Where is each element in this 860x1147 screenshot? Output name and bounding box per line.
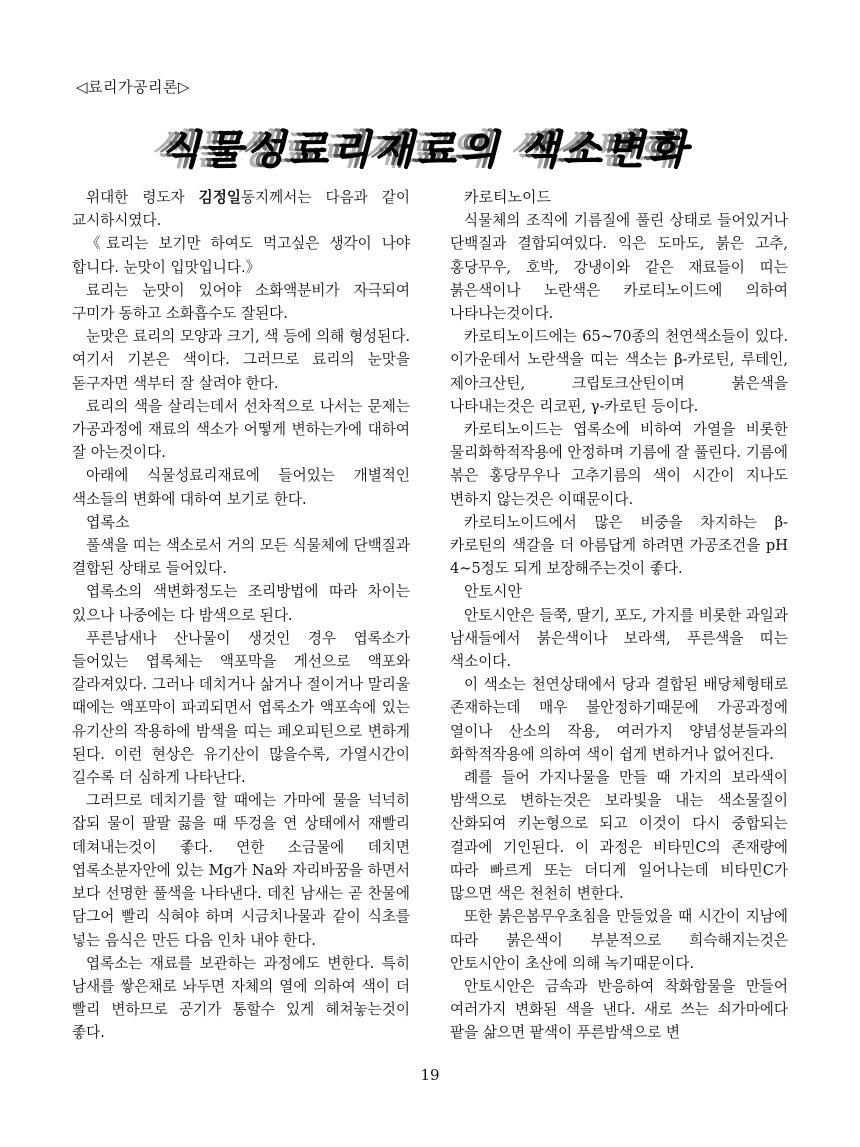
paragraph: 식물체의 조직에 기름질에 풀린 상태로 들어있거나 단백질과 결합되여있다. 익은 도마도, 붉은 고추, 홍당무우, 호박, 강냉이와 같은 재료들이 띠는 붉은색이나 노란색은 카로티노이드에 의하여 나타나는것이다.	[450, 212, 788, 323]
intro-text-pre: 위대한 령도자	[86, 189, 199, 206]
quotation: 《료리는 보기만 하여도 먹고싶은 생각이 나야 합니다. 눈맛이 입맛입니다.》	[72, 235, 410, 276]
paragraph: 료리의 색을 살리는데서 선차적으로 나서는 문제는 가공과정에 재료의 색소가 어떻게 변하는가에 대하여 잘 아는것이다.	[72, 397, 410, 462]
intro-paragraph	[72, 186, 410, 232]
subheading-chlorophyll: 엽록소	[86, 512, 130, 531]
paragraph: 풀색을 띠는 색소로서 거의 모든 식물체에 단백질과 결합된 상태로 들어있다.	[72, 537, 410, 578]
paragraph: 카로티노이드는 엽록소에 비하여 가열을 비롯한 물리화학적작용에 안정하며 기름에 잘 풀린다. 기름에 볶은 홍당무우나 고추기름의 색이 시간이 지나도 변하지 않는것은 이때문이다.	[450, 421, 788, 508]
subheading-carotenoid: 카로티노이드	[464, 188, 551, 206]
paragraph: 엽록소의 색변화정도는 조리방법에 따라 차이는 있으나 나중에는 다 밤색으로 된다.	[72, 583, 410, 624]
paragraph: 또한 붉은봄무우초침을 만들었을 때 시간이 지남에 따라 붉은색이 부분적으로 희슥해지는것은 안토시안이 초산에 의해 녹기때문이다.	[450, 908, 788, 972]
paragraph: 안토시안은 금속과 반응하여 착화합물을 만들어 여러가지 변화된 색을 낸다. 새로 쓰는 쇠가마에다 팥을 삶으면 팥색이 푸른밤색으로 변	[450, 977, 788, 1042]
paragraph: 눈맛은 료리의 모양과 크기, 색 등에 의해 형성된다. 여기서 기본은 색이다. 그러므로 료리의 눈맛을 돋구자면 색부터 잘 살려야 한다.	[72, 328, 410, 392]
paragraph: 그러므로 데치기를 할 때에는 가마에 물을 넉넉히 잡되 물이 팔팔 끓을 때 뚜겅을 연 상태에서 재빨리 데쳐내는것이 좋다. 연한 소금물에 데치면 엽록소분자안에 있는 Mg가 Na와 자리바꿈을 하면서 보다 선명한 풀색을 나타낸다. 데친 남새는 곧 찬물에 담그어 빨리 식혀야 하며 시금치나물과 같이 식초를 넣는 음식은 만든 다음 인차 내야 한다.	[72, 792, 410, 949]
paragraph: 카로티노이드에서 많은 비중을 차지하는 β-카로틴의 색갈을 더 아름답게 하려면 가공조건을 pH 4~5정도 되게 보장해주는것이 좋다.	[450, 513, 788, 578]
paragraph: 례를 들어 가지나물을 만들 때 가지의 보라색이 밤색으로 변하는것은 보라빛을 내는 색소물질이 산화되여 키논형으로 되고 이것이 다시 중합되는 결과에 기인된다. 이 과정은 비타민C의 존재량에 따라 빠르게 또는 더디게 일어나는데 비타민C가 많으면 색은 천천히 변한다.	[450, 769, 788, 903]
paragraph: 료리는 눈맛이 있어야 소화액분비가 자극되여 구미가 동하고 소화흡수도 잘된다.	[72, 281, 410, 323]
paragraph: 푸른남새나 산나물이 생것인 경우 엽록소가 들어있는 엽록체는 액포막을 게선으로 액포와 갈라져있다. 그러나 데치거나 삶거나 절이거나 말리울 때에는 액포막이 파괴되면서 엽록소가 액포속에 있는 유기산의 작용하에 밤색을 띠는 페오피틴으로 변하게 된다. 이런 현상은 유기산이 많을수록, 가열시간이 길수록 더 심하게 나타난다.	[72, 629, 410, 787]
subheading-anthocyanin: 안토시안	[464, 582, 522, 601]
page-number: 19	[420, 1066, 440, 1084]
paragraph: 엽록소는 재료를 보관하는 과정에도 변한다. 특히 남새를 쌓은채로 놔두면 자체의 열에 의하여 색이 더 빨리 변하므로 공기가 통할수 있게 헤쳐놓는것이 좋다.	[72, 954, 410, 1042]
article-title: 식물성료리재료의 색소변화	[158, 127, 700, 173]
left-column	[72, 186, 410, 1045]
paragraph: 카로티노이드에는 65~70종의 천연색소들이 있다. 이가운데서 노란색을 띠는 색소는 β-카로틴, 루테인, 제아크산틴, 크립토크산틴이며 붉은색을 나타내는것은 리코핀, γ-카로틴 등이다.	[450, 328, 788, 415]
paragraph: 아래에 식물성료리재료에 들어있는 개별적인 색소들의 변화에 대하여 보기로 한다.	[72, 467, 410, 508]
paragraph: 안토시안은 들쭉, 딸기, 포도, 가지를 비롯한 과일과 남새들에서 붉은색이나 보라색, 푸른색을 띠는 색소이다.	[450, 606, 788, 671]
intro-text-post: 동지께서는 다음과 같이 교시하시였다.	[72, 189, 410, 230]
paragraph: 이 색소는 천연상태에서 당과 결합된 배당체형태로 존재하는데 매우 불안정하기때문에 가공과정에 열이나 산소의 작용, 여러가지 양념성분들과의 화학적작용에 의하여 색이 쉽게 변하거나 없어진다.	[450, 676, 788, 763]
right-column	[450, 186, 788, 1045]
section-label: ◁료리가공리론▷	[76, 78, 191, 96]
leader-name: 김정일	[198, 189, 241, 206]
